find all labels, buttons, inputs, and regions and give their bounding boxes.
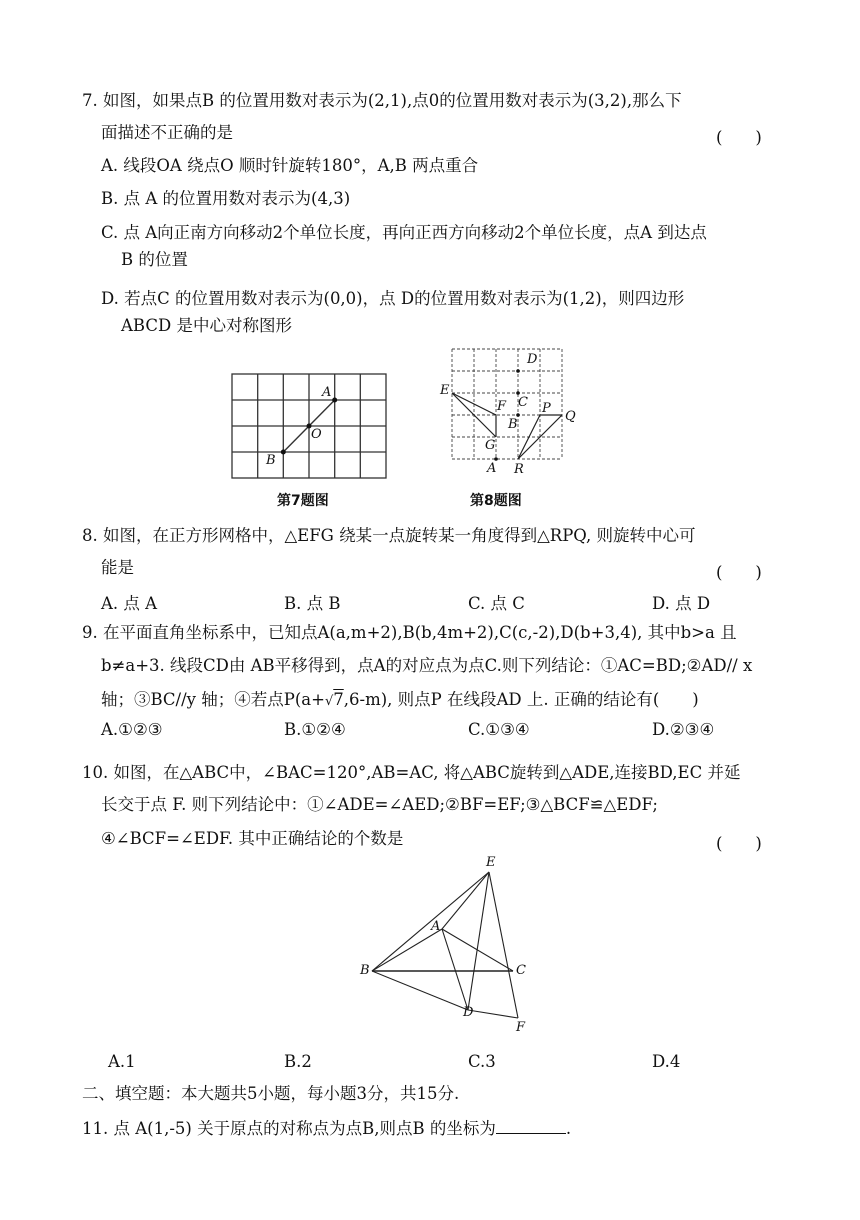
- q9-line3-end: ,6-m), 则点P 在线段AD 上. 正确的结论有( ): [343, 690, 699, 709]
- q8-label-e: E: [440, 383, 450, 398]
- q8-stem-line1: 8. 如图，在正方形网格中，△EFG 绕某一点旋转某一角度得到△RPQ, 则旋转中心可: [82, 526, 696, 545]
- q10-label-d: D: [463, 1005, 474, 1020]
- q10-label-a: A: [431, 919, 441, 934]
- section-2-heading: 二、填空题：本大题共5小题，每小题3分，共15分.: [82, 1084, 460, 1103]
- q7-option-d-line2: ABCD 是中心对称图形: [121, 316, 292, 335]
- q8-answer-paren: ( ): [716, 563, 762, 582]
- q10-figure: [360, 855, 540, 1035]
- q8-label-d: D: [527, 352, 538, 367]
- q8-label-g: G: [485, 438, 496, 453]
- q9-stem-line1: 9. 在平面直角坐标系中，已知点A(a,m+2),B(b,4m+2),C(c,-2),D(b+3,4), 其中b>a 且: [82, 623, 737, 642]
- q8-option-d: D. 点 D: [652, 594, 711, 613]
- q8-label-b: B: [508, 417, 518, 432]
- q9-sqrt-radicand: 7: [333, 690, 344, 709]
- q9-stem-line3: [101, 689, 699, 713]
- q8-label-r: R: [514, 462, 524, 477]
- q10-option-d: D.4: [652, 1052, 681, 1071]
- q11-answer-blank[interactable]: [496, 1117, 566, 1134]
- q8-option-b: B. 点 B: [284, 594, 341, 613]
- q11-text: 11. 点 A(1,-5) 关于原点的对称点为点B,则点B 的坐标为: [82, 1119, 496, 1138]
- q7-label-o: O: [311, 427, 322, 442]
- q10-answer-paren: ( ): [716, 834, 762, 853]
- sqrt-sign: √: [324, 694, 334, 709]
- q8-label-a: A: [487, 461, 497, 476]
- q8-label-q: Q: [565, 409, 576, 424]
- q10-stem-line2: 长交于点 F. 则下列结论中：①∠ADE=∠AED;②BF=EF;③△BCF≌△EDF;: [101, 795, 658, 814]
- q10-stem-line3: ④∠BCF=∠EDF. 其中正确结论的个数是: [101, 829, 404, 848]
- q7-label-b: B: [266, 453, 276, 468]
- q10-label-b: B: [360, 963, 370, 978]
- q7-option-a: A. 线段OA 绕点O 顺时针旋转180°，A,B 两点重合: [101, 156, 479, 175]
- q7-answer-paren: ( ): [716, 128, 762, 147]
- q8-label-f: F: [497, 399, 507, 414]
- q9-option-b: B.①②④: [284, 720, 346, 739]
- q8-figure-caption: 第8题图: [470, 493, 522, 509]
- q9-option-d: D.②③④: [652, 720, 715, 739]
- q7-stem-line2: 面描述不正确的是: [101, 123, 233, 142]
- q9-stem-line2: b≠a+3. 线段CD由 AB平移得到，点A的对应点为点C.则下列结论：①AC=BD;②AD// x: [101, 656, 753, 675]
- q7-option-d-line1: D. 若点C 的位置用数对表示为(0,0)，点 D的位置用数对表示为(1,2)，则四边形: [101, 289, 685, 308]
- q7-label-a: A: [322, 385, 332, 400]
- q8-option-a: A. 点 A: [101, 594, 158, 613]
- q9-option-a: A.①②③: [101, 720, 163, 739]
- q8-label-p: P: [542, 401, 551, 416]
- q11-stem: [82, 1117, 571, 1140]
- q8-option-c: C. 点 C: [468, 594, 525, 613]
- q7-option-c-line1: C. 点 A向正南方向移动2个单位长度，再向正西方向移动2个单位长度，点A 到达点: [101, 223, 707, 242]
- q10-label-e: E: [486, 855, 496, 870]
- q8-label-c: C: [518, 395, 528, 410]
- q7-stem-line1: 7. 如图，如果点B 的位置用数对表示为(2,1),点0的位置用数对表示为(3,2),那么下: [82, 91, 682, 110]
- q7-figure-caption: 第7题图: [277, 493, 329, 509]
- q7-option-c-line2: B 的位置: [121, 250, 188, 269]
- q10-label-c: C: [516, 963, 526, 978]
- q10-option-a: A.1: [108, 1052, 136, 1071]
- q9-option-c: C.①③④: [468, 720, 530, 739]
- q10-label-f: F: [516, 1020, 526, 1035]
- q7-option-b: B. 点 A 的位置用数对表示为(4,3): [101, 189, 351, 208]
- q11-period: .: [565, 1119, 572, 1138]
- q9-line3-start: 轴；③BC//y 轴；④若点P(a+: [101, 690, 325, 709]
- q10-option-b: B.2: [284, 1052, 312, 1071]
- q10-option-c: C.3: [468, 1052, 496, 1071]
- q10-stem-line1: 10. 如图，在△ABC中，∠BAC=120°,AB=AC, 将△ABC旋转到△ADE,连接BD,EC 并延: [82, 763, 741, 782]
- q8-stem-line2: 能是: [101, 558, 134, 577]
